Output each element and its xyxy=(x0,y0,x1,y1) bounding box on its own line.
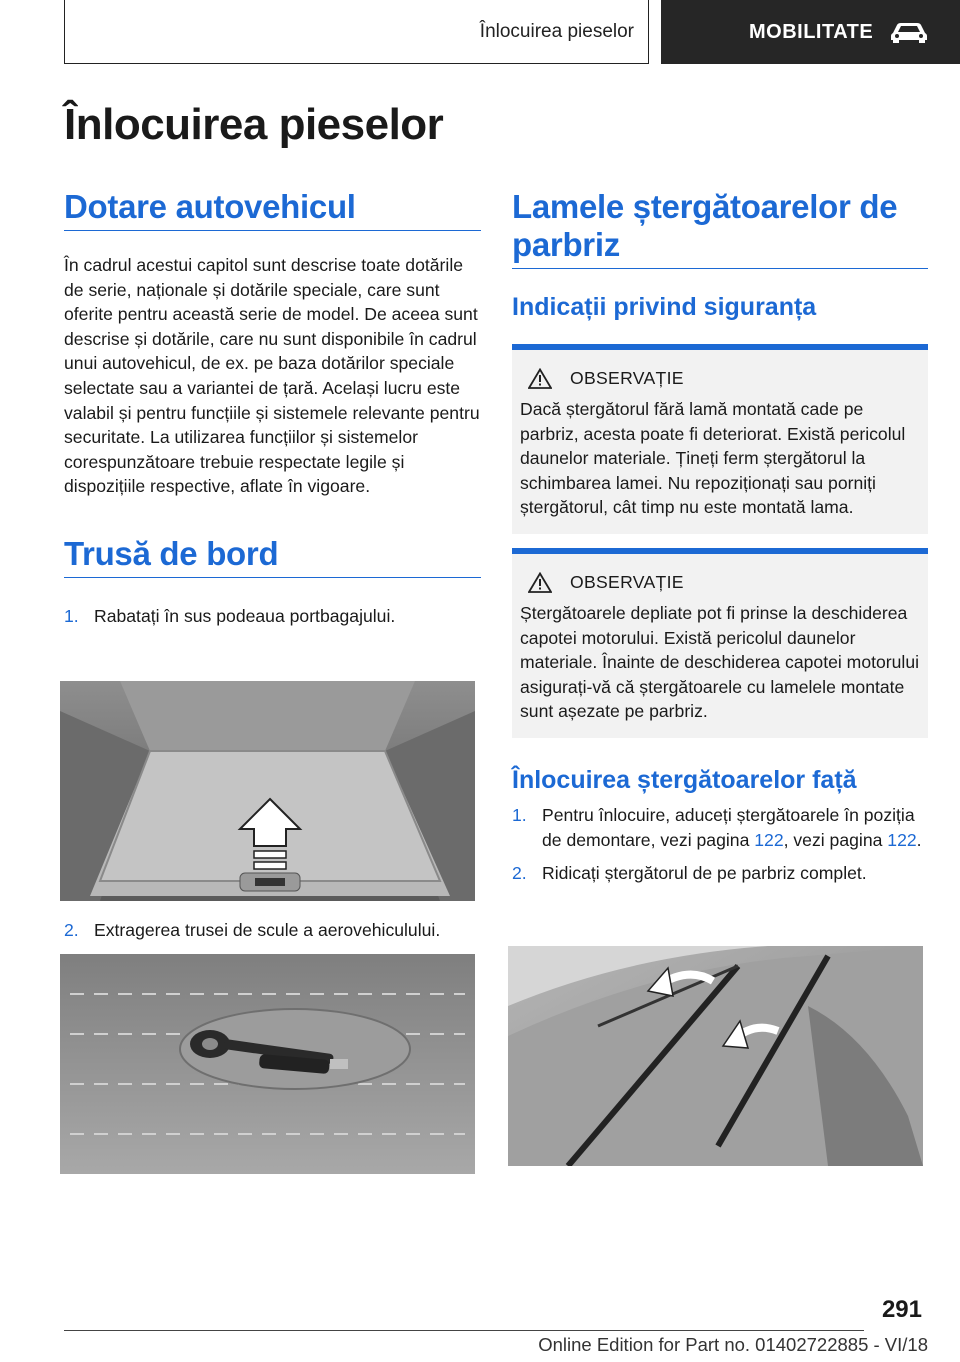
trusa-step-list-2 xyxy=(64,918,481,943)
trusa-step-2-wrap xyxy=(64,918,481,943)
page-title: Înlocuirea pieselor xyxy=(64,100,444,149)
step-text: Extragerea trusei de scule a aerovehiculului. xyxy=(94,920,441,940)
lamele-heading: Lamele ștergătoarelor de parbriz xyxy=(512,188,928,269)
trusa-step-1 xyxy=(64,604,481,629)
note-text: Dacă ștergătorul fără lamă montată cade pe parbriz, acesta poate fi deteriorat. Există pericolul daunelor materiale. Țineți ferm ștergătorul la schimbarea lamei. Nu repoziționați sau porniți ștergătorul, cât timp nu este montată lama. xyxy=(520,399,906,518)
step-number: 1. xyxy=(64,605,79,626)
page-ref-link[interactable]: 122 xyxy=(754,829,784,850)
step-number: 2. xyxy=(64,920,79,940)
step-number: 1. xyxy=(512,804,527,825)
dotare-paragraph: În cadrul acestui capitol sunt descrise toate dotările de serie, naționale și dotările speciale, care sunt oferite pentru această serie de model. De aceea sunt descrise și dotările, care nu sunt disponibile în cadrul unui autovehicul, de ex. pe baza dotărilor speciale selectate sau a variantei de țară. Același lucru este valabil și pentru funcțiile și sistemele relevante pentru securitate. La utilizarea funcțiilor și sistemelor corespunzătoare trebuie respectate legile și dispozițiile respective, aflate în vigoare. xyxy=(64,255,480,497)
indicatii-heading: Indicații privind siguranța xyxy=(512,293,817,321)
page-number: 291 xyxy=(881,1296,922,1323)
wiper-step-list xyxy=(512,803,928,886)
trusa-heading: Trusă de bord xyxy=(64,535,481,578)
footer-divider xyxy=(64,1330,864,1331)
footer-edition: Online Edition for Part no. 01402722885 - VI/18 xyxy=(538,1334,928,1355)
step-text: Ridicați ștergătorul de pe parbriz complet. xyxy=(542,863,867,884)
trusa-step-list xyxy=(64,604,481,629)
warning-note-1 xyxy=(512,344,928,534)
trunk-floor-photo xyxy=(60,681,475,901)
warning-triangle-icon xyxy=(528,368,552,389)
inlocuirea-heading: Înlocuirea ștergătoarelor față xyxy=(512,765,857,794)
page-ref-link[interactable]: 122 xyxy=(887,829,917,850)
left-column xyxy=(64,188,481,629)
header-chapter-title: MOBILITATE xyxy=(749,20,874,43)
warning-triangle-icon xyxy=(528,572,552,593)
car-icon xyxy=(889,21,929,43)
step-number: 2. xyxy=(512,863,527,884)
step-text-pre: Pentru înlocuire, aduceți ștergătoarele în poziția de demontare, vezi pagina xyxy=(542,804,915,850)
note-header xyxy=(520,368,920,389)
note-header xyxy=(520,572,920,593)
warning-note-2 xyxy=(512,548,928,738)
note-title: OBSERVAȚIE xyxy=(570,368,684,388)
header-chapter-tab xyxy=(661,0,960,64)
wiper-step-2 xyxy=(512,861,928,886)
wiper-step-1 xyxy=(512,803,928,852)
right-column xyxy=(512,188,928,886)
header-section-title: Înlocuirea pieselor xyxy=(479,20,634,42)
step-text-mid: , vezi pagina xyxy=(783,829,888,850)
trusa-step-2 xyxy=(64,918,481,943)
dotare-heading: Dotare autovehicul xyxy=(64,188,481,231)
step-text-post: . xyxy=(916,829,922,850)
step-text: Rabatați în sus podeaua portbagajului. xyxy=(94,605,396,626)
toolkit-photo xyxy=(60,954,475,1174)
wiper-photo xyxy=(508,946,923,1166)
note-text: Ștergătoarele depliate pot fi prinse la deschiderea capotei motorului. Există pericolul daunelor materiale. Înainte de deschiderea capotei motorului asigurați-vă că ștergătoarele cu lamelele montate sunt așezate pe parbriz. xyxy=(520,602,920,722)
note-title: OBSERVAȚIE xyxy=(570,571,684,592)
header-section-tab xyxy=(64,0,649,64)
